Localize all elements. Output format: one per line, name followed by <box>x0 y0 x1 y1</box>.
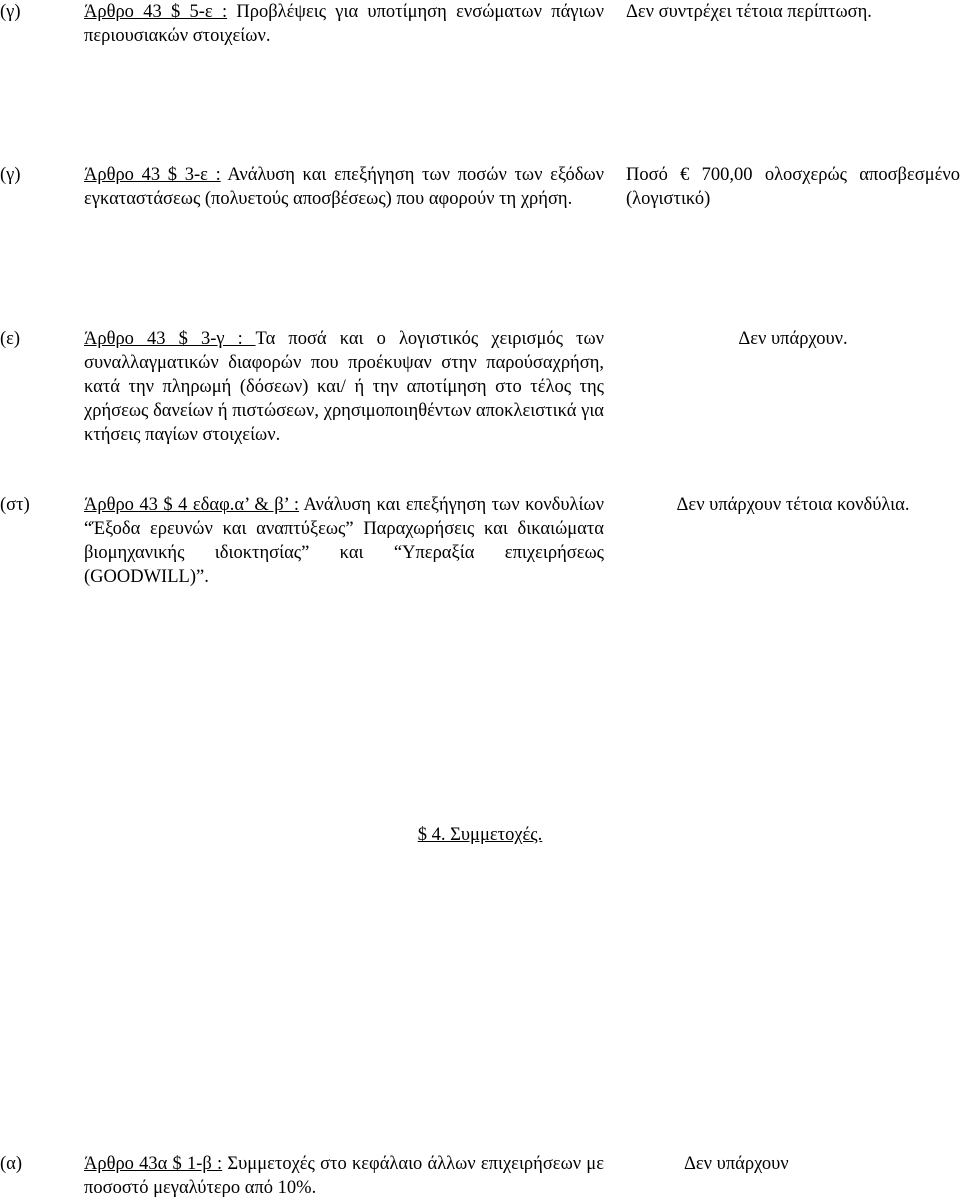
article-reference: Άρθρο 43 $ 5-ε : <box>84 2 228 22</box>
item-response: Δεν υπάρχουν τέτοια κονδύλια. <box>676 495 910 515</box>
article-reference: Άρθρο 43 $ 3-ε : <box>84 165 221 185</box>
item-label: (γ) <box>0 165 21 185</box>
item-label: (α) <box>0 1154 23 1174</box>
item-response: Δεν συντρέχει τέτοια περίπτωση. <box>626 2 872 22</box>
item-response: Δεν υπάρχουν <box>684 1154 789 1174</box>
item-label: (γ) <box>0 2 21 22</box>
item-description <box>84 1152 604 1200</box>
item-description <box>84 493 604 589</box>
item-label: (ε) <box>0 329 21 349</box>
article-reference: Άρθρο 43 $ 4 εδαφ.α’ & β’ : <box>84 495 300 515</box>
description-text: Ανάλυση και επεξήγηση των κονδυλίων “Έξοδα ερευνών και αναπτύξεως” Παραχωρήσεις και δικαιώματα βιομηχανικής ιδιοκτησίας” και “Υπεραξία επιχειρήσεως (GOODWILL)”. <box>84 495 604 587</box>
item-response: Ποσό € 700,00 ολοσχερώς αποσβεσμένο (λογιστικό) <box>626 165 960 209</box>
item-description <box>84 327 604 447</box>
article-reference: Άρθρο 43 $ 3-γ : <box>84 329 256 349</box>
article-reference: Άρθρο 43α $ 1-β : <box>84 1154 223 1174</box>
section-heading: $ 4. Συμμετοχές. <box>417 825 543 845</box>
item-response: Δεν υπάρχουν. <box>738 329 848 349</box>
item-label: (στ) <box>0 495 30 515</box>
description-text: Ανάλυση και επεξήγηση των ποσών των εξόδων εγκαταστάσεως (πολυετούς αποσβέσεως) που αφορούν τη χρήση. <box>84 165 604 209</box>
description-text: Τα ποσά και ο λογιστικός χειρισμός των συναλλαγματικών διαφορών που προέκυψαν στην παρούσαχρήση, κατά την πληρωμή (δόσεων) και/ ή την αποτίμηση στο τέλος της χρήσεως δανείων ή πιστώσεων, χρησιμοποιηθέντων αποκλειστικά για κτήσεις παγίων στοιχείων. <box>84 329 605 445</box>
item-description <box>84 163 604 211</box>
description-text: Συμμετοχές στο κεφάλαιο άλλων επιχειρήσεων με ποσοστό μεγαλύτερο από 10%. <box>84 1154 604 1198</box>
item-description <box>84 0 604 48</box>
description-text: Προβλέψεις για υποτίμηση ενσώματων πάγιων περιουσιακών στοιχείων. <box>84 2 604 46</box>
